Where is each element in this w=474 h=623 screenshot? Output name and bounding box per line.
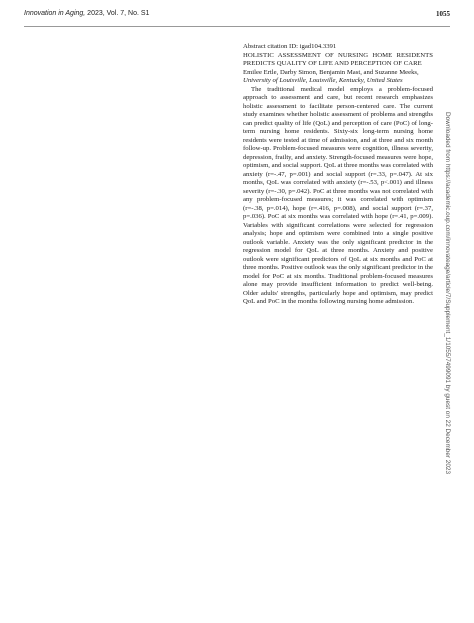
author-names: Emilee Ertle, Darby Simon, Benjamin Mast, and Suzanne Meeks, bbox=[243, 68, 419, 76]
running-header bbox=[24, 10, 450, 24]
download-note: Downloaded from https://academic.oup.com/innovateage/article/7/Supplement_1/1055/7499091 by guest on 22 December 2023 bbox=[444, 112, 451, 475]
author-affiliation: University of Louisville, Louisville, Kentucky, United States bbox=[243, 77, 403, 84]
header-rule bbox=[24, 26, 450, 27]
journal-citation: Innovation in Aging, 2023, Vol. 7, No. S1 bbox=[24, 10, 150, 17]
abstract-title: HOLISTIC ASSESSMENT OF NURSING HOME RESIDENTS PREDICTS QUALITY OF LIFE AND PERCEPTION OF CARE bbox=[243, 51, 433, 67]
abstract-authors bbox=[243, 69, 433, 86]
abstract-column bbox=[243, 43, 433, 307]
abstract-body: The traditional medical model employs a problem-focused approach to assessment and care, but recent research emphasizes holistic assessment to facilitate person-centered care. The current study examines whether holistic assessment of problems and strengths can predict quality of life (QoL) and perception of care (PoC) of long-term nursing home residents. Sixty-six long-term nursing home residents were tested at time of admission, and at three and six month follow-up. Problem-focused measures were cognition, illness severity, depression, frailty, and anxiety. Strength-focused measures were hope, optimism, and social support. QoL at three months was correlated with anxiety (r=-.47, p=.001) and social support (r=.33, p=.047). At six months, QoL was correlated with anxiety (r=-.53, p<.001) and illness severity (r=-.30, p=.042). PoC at three months was not correlated with any problem-focused measures; it was correlated with optimism (r=-.38, p=.014), hope (r=.416, p=.008), and social support (r=.37, p=.036). PoC at six months was correlated with hope (r=.41, p=.009). Variables with significant correlations were selected for regression analysis; hope and optimism were combined into a single positive outlook variable. Anxiety was the only significant predictor in the regression model for QoL at three months. Anxiety and positive outlook were significant predictors of QoL at six months and PoC at three months. Positive outlook was the only significant predictor in the model for PoC at six months. Traditional problem-focused measures alone may provide insufficient information to predict well-being. Older adults' strengths, particularly hope and optimism, may predict QoL and PoC in the months following nursing home admission. bbox=[243, 85, 433, 305]
page-number: 1055 bbox=[436, 10, 450, 18]
abstract-citation-id: Abstract citation ID: igad104.3391 bbox=[243, 43, 337, 50]
